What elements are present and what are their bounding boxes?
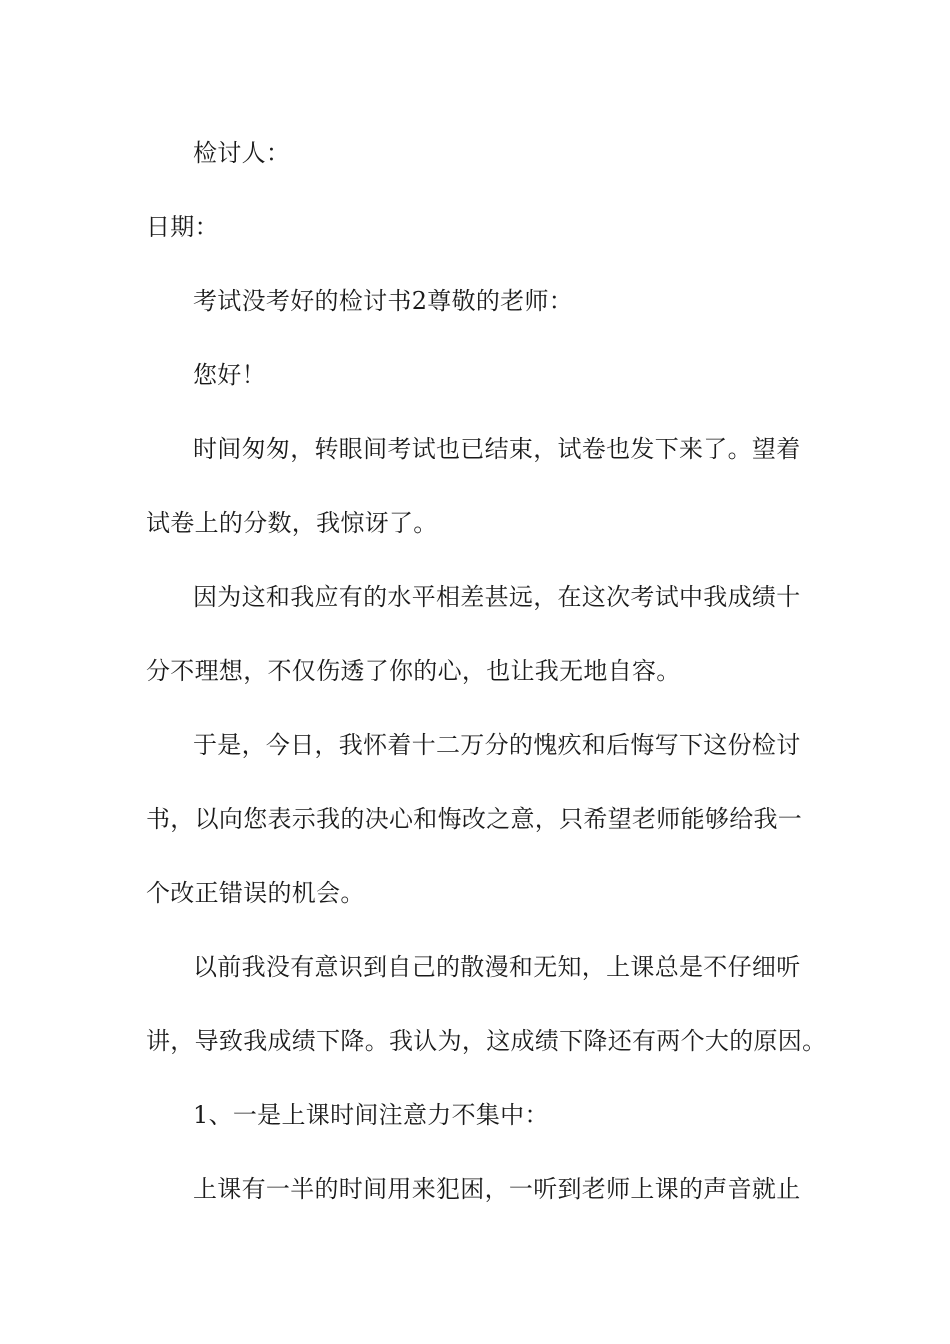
letter-heading: 考试没考好的检讨书2尊敬的老师： bbox=[193, 287, 574, 315]
date-label: 日期： bbox=[146, 213, 219, 241]
paragraph-line: 以前我没有意识到自己的散漫和无知，上课总是不仔细听 bbox=[193, 953, 801, 981]
paragraph-line: 上课有一半的时间用来犯困，一听到老师上课的声音就止 bbox=[193, 1175, 801, 1203]
paragraph-line: 书，以向您表示我的决心和悔改之意，只希望老师能够给我一 bbox=[146, 805, 803, 833]
list-item-heading: 1、一是上课时间注意力不集中： bbox=[193, 1101, 549, 1129]
paragraph-line: 讲，导致我成绩下降。我认为，这成绩下降还有两个大的原因。 bbox=[146, 1027, 827, 1055]
paragraph-line: 试卷上的分数，我惊讶了。 bbox=[146, 509, 438, 537]
greeting: 您好！ bbox=[193, 361, 266, 389]
paragraph-line: 个改正错误的机会。 bbox=[146, 879, 365, 907]
reviewer-label: 检讨人： bbox=[193, 139, 291, 167]
paragraph-line: 于是，今日，我怀着十二万分的愧疚和后悔写下这份检讨 bbox=[193, 731, 801, 759]
paragraph-line: 因为这和我应有的水平相差甚远，在这次考试中我成绩十 bbox=[193, 583, 801, 611]
paragraph-line: 分不理想，不仅伤透了你的心，也让我无地自容。 bbox=[146, 657, 681, 685]
paragraph-line: 时间匆匆，转眼间考试也已结束，试卷也发下来了。望着 bbox=[193, 435, 801, 463]
